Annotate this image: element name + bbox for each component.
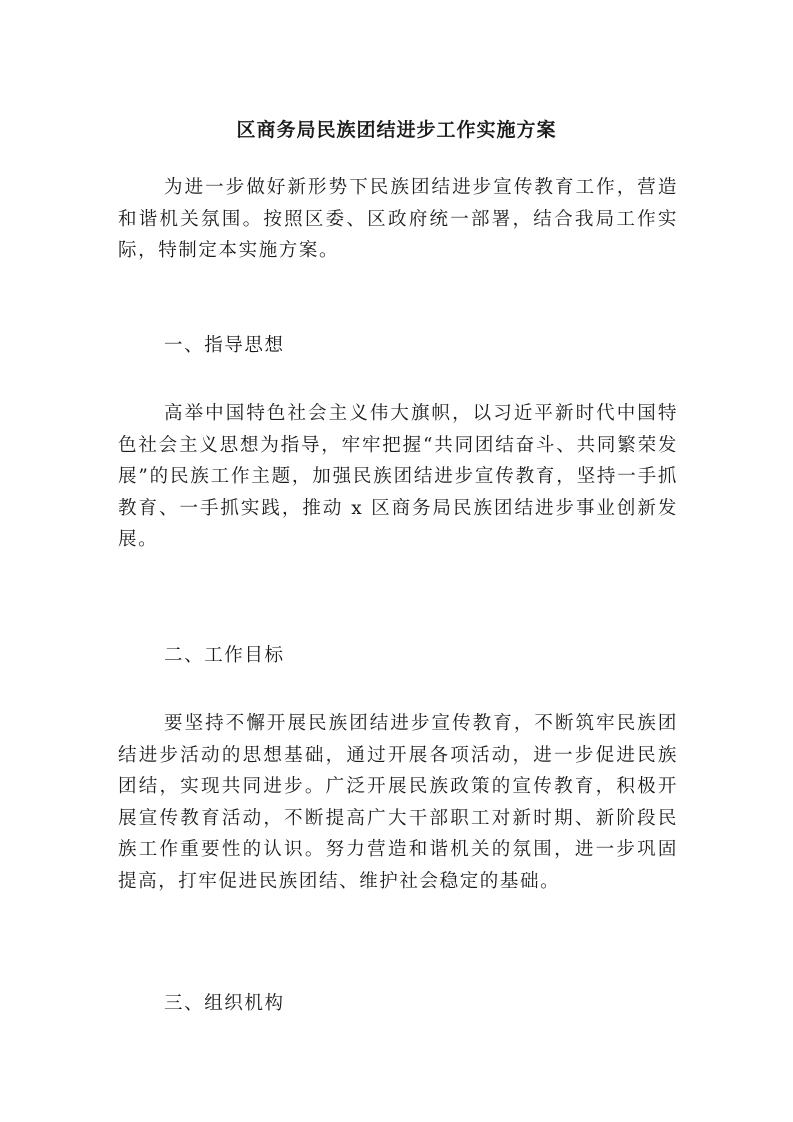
section-heading-work-goals: 二、工作目标 xyxy=(164,645,285,666)
section-body-guiding-ideology: 高举中国特色社会主义伟大旗帜，以习近平新时代中国特色社会主义思想为指导，牢牢把握“共同团结奋斗、共同繁荣发展”的民族工作主题，加强民族团结进步宣传教育，坚持一手抓教育、一手抓实践，推动 x 区商务局民族团结进步事业创新发展。 xyxy=(118,403,678,550)
intro-paragraph: 为进一步做好新形势下民族团结进步宣传教育工作，营造和谐机关氛围。按照区委、区政府统一部署，结合我局工作实际，特制定本实施方案。 xyxy=(118,177,678,261)
section-heading-organization: 三、组织机构 xyxy=(164,993,285,1014)
section-body-work-goals: 要坚持不懈开展民族团结进步宣传教育，不断筑牢民族团结进步活动的思想基础，通过开展各项活动，进一步促进民族团结，实现共同进步。广泛开展民族政策的宣传教育，积极开展宣传教育活动，不断提高广大干部职工对新时期、新阶段民族工作重要性的认识。努力营造和谐机关的氛围，进一步巩固提高，打牢促进民族团结、维护社会稳定的基础。 xyxy=(118,713,678,892)
section-heading-guiding-ideology: 一、指导思想 xyxy=(164,335,285,356)
document-title: 区商务局民族团结进步工作实施方案 xyxy=(236,118,557,141)
